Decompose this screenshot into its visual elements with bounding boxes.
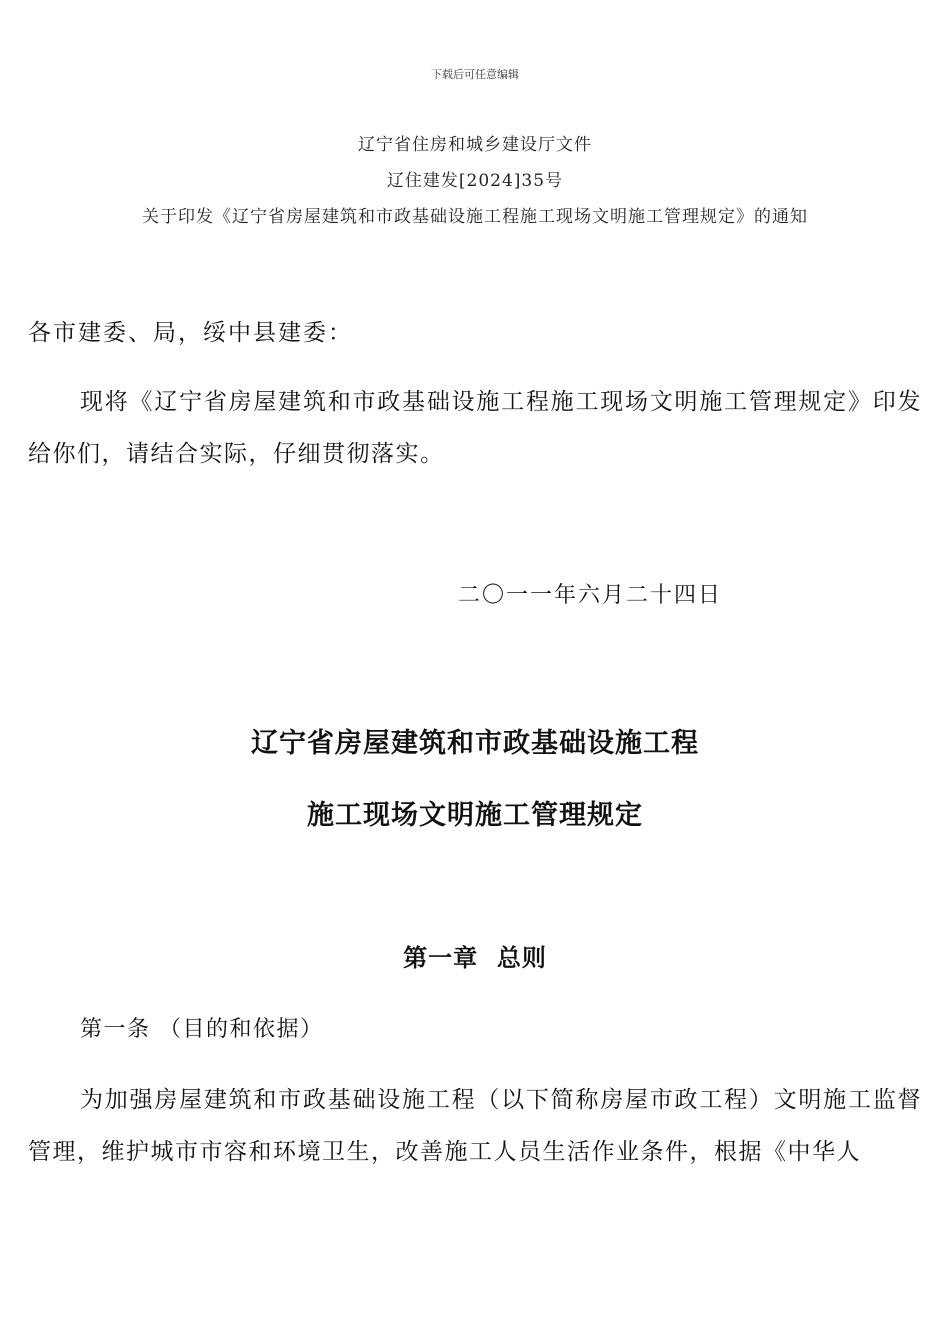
article-heading: 第一条 （目的和依据） [80, 1017, 324, 1042]
regulation-title-line-2: 施工现场文明施工管理规定 [307, 800, 643, 831]
issuer-line: 辽宁省住房和城乡建设厅文件 [358, 135, 592, 155]
issue-date: 二〇一一年六月二十四日 [458, 583, 723, 608]
regulation-title-line-1: 辽宁省房屋建筑和市政基础设施工程 [251, 728, 699, 759]
chapter-heading: 第一章 总则 [403, 943, 547, 972]
download-watermark: 下载后可任意编辑 [431, 68, 519, 81]
article-paragraph: 为加强房屋建筑和市政基础设施工程（以下简称房屋市政工程）文明施工监督管理，维护城市市容和环境卫生，改善施工人员生活作业条件，根据《中华人 [28, 1087, 922, 1165]
notice-paragraph: 现将《辽宁省房屋建筑和市政基础设施工程施工现场文明施工管理规定》印发给你们，请结合实际，仔细贯彻落实。 [28, 389, 922, 467]
notice-subject: 关于印发《辽宁省房屋建筑和市政基础设施工程施工现场文明施工管理规定》的通知 [142, 207, 808, 227]
document-number: 辽住建发[2024]35号 [386, 171, 564, 191]
addressee: 各市建委、局，绥中县建委： [28, 320, 353, 346]
